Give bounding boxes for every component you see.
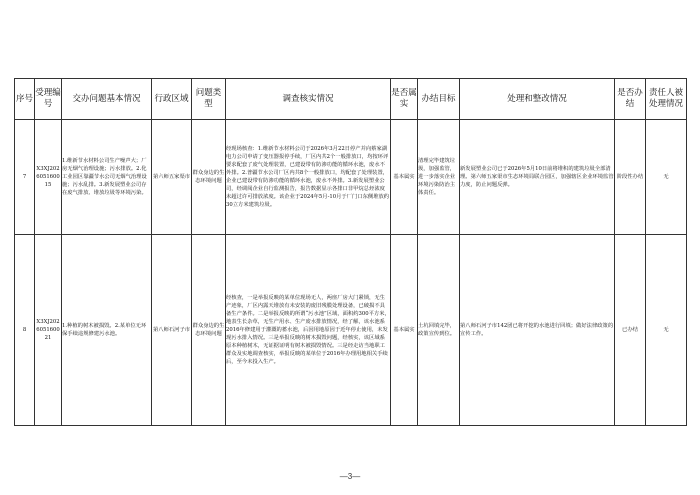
cell-done: 已办结 [615, 235, 646, 426]
cell-done: 阶段性办结 [615, 120, 646, 235]
header-id: 受理编号 [35, 79, 62, 120]
cell-goal: 清理完毕建筑垃圾，加强监管，进一步落实企业环境污染防治主体责任。 [418, 120, 460, 235]
table-row [15, 235, 687, 426]
table-header-row [15, 79, 687, 120]
header-goal: 办结目标 [418, 79, 460, 120]
header-investigation: 调查核实情况 [226, 79, 391, 120]
cell-handling: 新发展塑业公司已于2026年5月10日前将堆积的建筑垃圾全部清理。第六师五家渠市生态环境局联合园区，加强辖区企业环境监管力度，防止问题反弹。 [460, 120, 615, 235]
cell-type: 群众身边的生态环境问题 [192, 235, 226, 426]
cell-seq: 7 [15, 120, 35, 235]
cell-handling: 第八师石河子市142团已将开挖的水池进行回填；做好法律政策的宣传工作。 [460, 235, 615, 426]
cell-seq: 8 [15, 235, 35, 426]
page-number: —3— [339, 472, 361, 481]
header-region: 行政区域 [152, 79, 192, 120]
cell-id: X3XJ202605160021 [35, 235, 62, 426]
header-problem: 交办问题基本情况 [62, 79, 152, 120]
complaint-table [14, 78, 687, 426]
cell-problem: 1.种植的树木被损毁。2.某单位无环保手续违规修建污水池。 [62, 235, 152, 426]
cell-verified: 基本属实 [391, 235, 418, 426]
cell-goal: 土坑回填完毕，政策宣传到位。 [418, 235, 460, 426]
cell-investigation: 经核查，一是举报反映的某单位现场无人，两座厂房大门紧锁，无生产迹象，厂区内露天堆放有未安装的废旧残膜处理设备，已破损不具备生产条件。二是举报反映的所谓“污水池”区域，面积约300平方米，地表生长杂草，无生产用水、生产废水排放情况，经了解，该水池系2016年修建用于灌溉的蓄水池，后因用地原因于近年停止使用，未发现污水排入情况。三是举报反映的树木损毁问题，经核实，该区域系原本种植树木，无证据证明有树木被损毁情况。三是经走访当地职工群众及实地调查核实，举报反映的某单位于2016年办理用地相关手续后，至今未投入生产。 [226, 235, 391, 426]
header-type: 问题类型 [192, 79, 226, 120]
header-verified: 是否属实 [391, 79, 418, 120]
cell-investigation: 经现场核查：1.维新节水材料公司于2026年3月22日停产并向蔡家湖电力公司申请了变压器报停手续，厂区内共2个一般排放口，均按环评要求配套了废气处理装置，已建设带有防渗功能的循环水池，废水不外排。2.普疆节水公司厂区内共8个一般排放口，均配套了处理装置，企业已建设带有防渗功能的循环水池，废水不外排。3.新发展塑业公司，经调阅企业自行监测报告，报告数据显示各排口非甲烷总烃浓度未超过许可排放浓度。该企业于2024年5月-10月于厂门口东侧堆放约30立方米建筑垃圾。 [226, 120, 391, 235]
cell-accountability: 无 [646, 235, 687, 426]
header-handling: 处理和整改情况 [460, 79, 615, 120]
cell-region: 第六师五家渠市 [152, 120, 192, 235]
header-seq: 序号 [15, 79, 35, 120]
cell-id: X3XJ202605160015 [35, 120, 62, 235]
cell-verified: 基本属实 [391, 120, 418, 235]
header-done: 是否办结 [615, 79, 646, 120]
header-accountability: 责任人被处理情况 [646, 79, 687, 120]
cell-region: 第八师石河子市 [152, 235, 192, 426]
table-row [15, 120, 687, 235]
cell-accountability: 无 [646, 120, 687, 235]
cell-problem: 1.维新节水材料公司生产噪声大；厂房无烟气治理设施；污水排放。2.化工业园区靠疆节水公司无烟气治理设施；污水乱排。3.新发展塑业公司存在废气排放、堆放垃圾等环境污染。 [62, 120, 152, 235]
cell-type: 群众身边的生态环境问题 [192, 120, 226, 235]
